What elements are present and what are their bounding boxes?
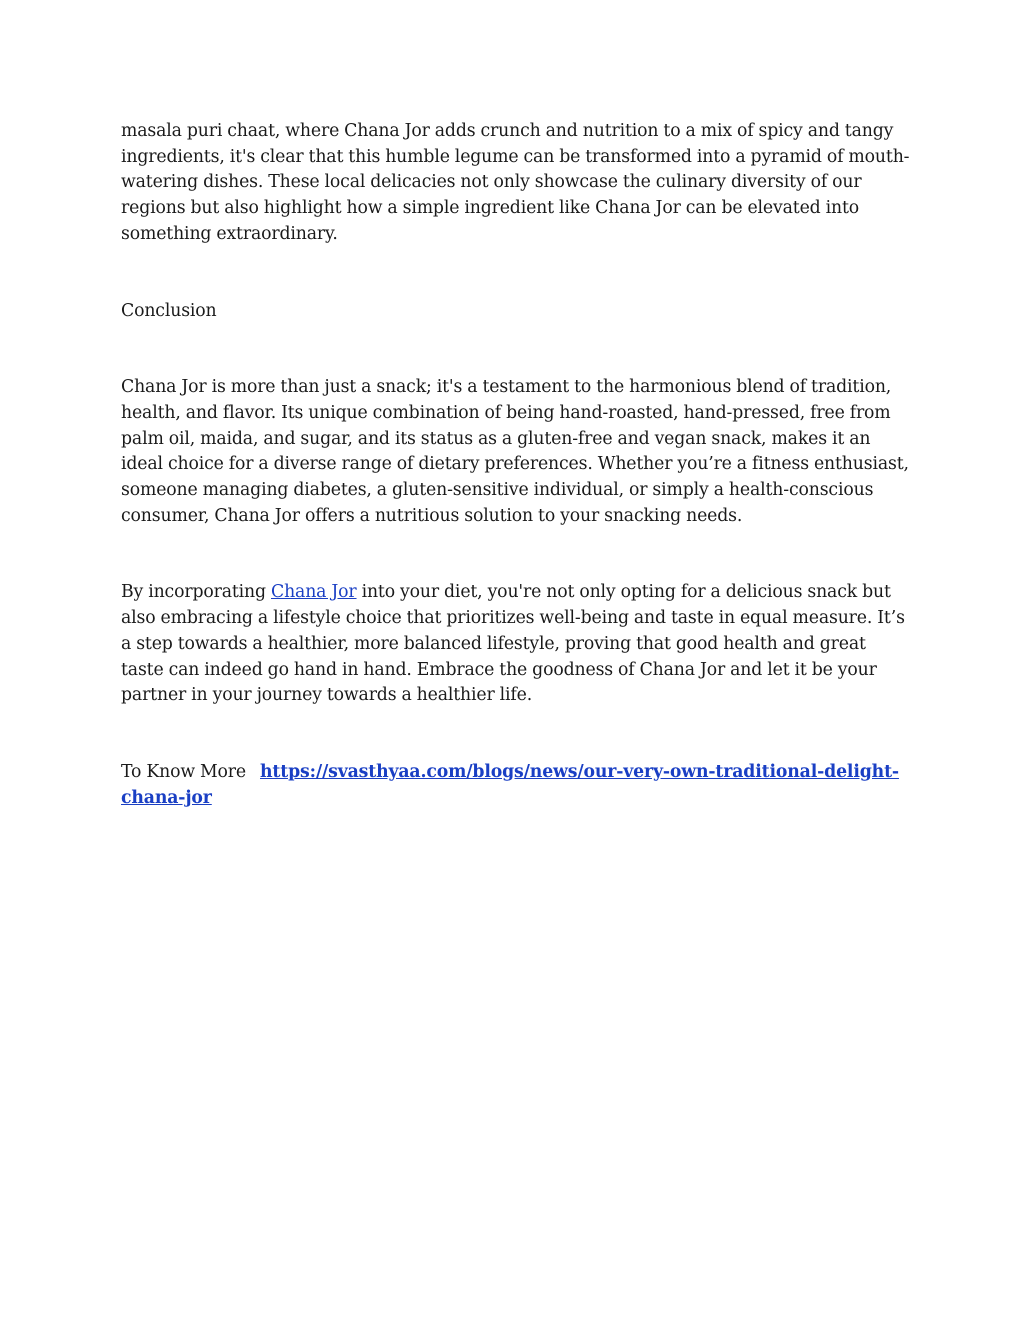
intro-paragraph: masala puri chaat, where Chana Jor adds crunch and nutrition to a mix of spicy and tangy ingredients, it's clear that this humble legume can be transformed into a pyramid of mouth-watering dishes. These local delicacies not only showcase the culinary diversity of our regions but also highlight how a simple ingredient like Chana Jor can be elevated into something extraordinary. (121, 121, 910, 244)
conclusion-paragraph: Chana Jor is more than just a snack; it's a testament to the harmonious blend of tradition, health, and flavor. Its unique combination of being hand-roasted, hand-pressed, free from palm oil, maida, and sugar, and its status as a gluten-free and vegan snack, makes it an ideal choice for a diverse range of dietary preferences. Whether you’re a fitness enthusiast, someone managing diabetes, a gluten-sensitive individual, or simply a health-conscious consumer, Chana Jor offers a nutritious solution to your snacking needs. (121, 377, 909, 526)
closing-text-after-link: into your diet, you're not only opting for a delicious snack but also embracing a lifestyle choice that prioritizes well-being and taste in equal measure. It’s a step towards a healthier, more balanced lifestyle, proving that good health and great taste can indeed go hand in hand. Embrace the goodness of Chana Jor and let it be your partner in your journey towards a healthier life. (121, 582, 905, 706)
know-more-line (121, 760, 911, 811)
blog-url-link[interactable]: https://svasthyaa.com/blogs/news/our-very-own-traditional-delight-chana-jor (121, 761, 899, 808)
document-page (121, 119, 911, 811)
closing-text-before-link: By incorporating (121, 582, 271, 603)
know-more-label: To Know More (121, 761, 246, 782)
conclusion-heading: Conclusion (121, 300, 217, 321)
chana-jor-link[interactable]: Chana Jor (271, 582, 357, 603)
closing-paragraph (121, 580, 911, 709)
